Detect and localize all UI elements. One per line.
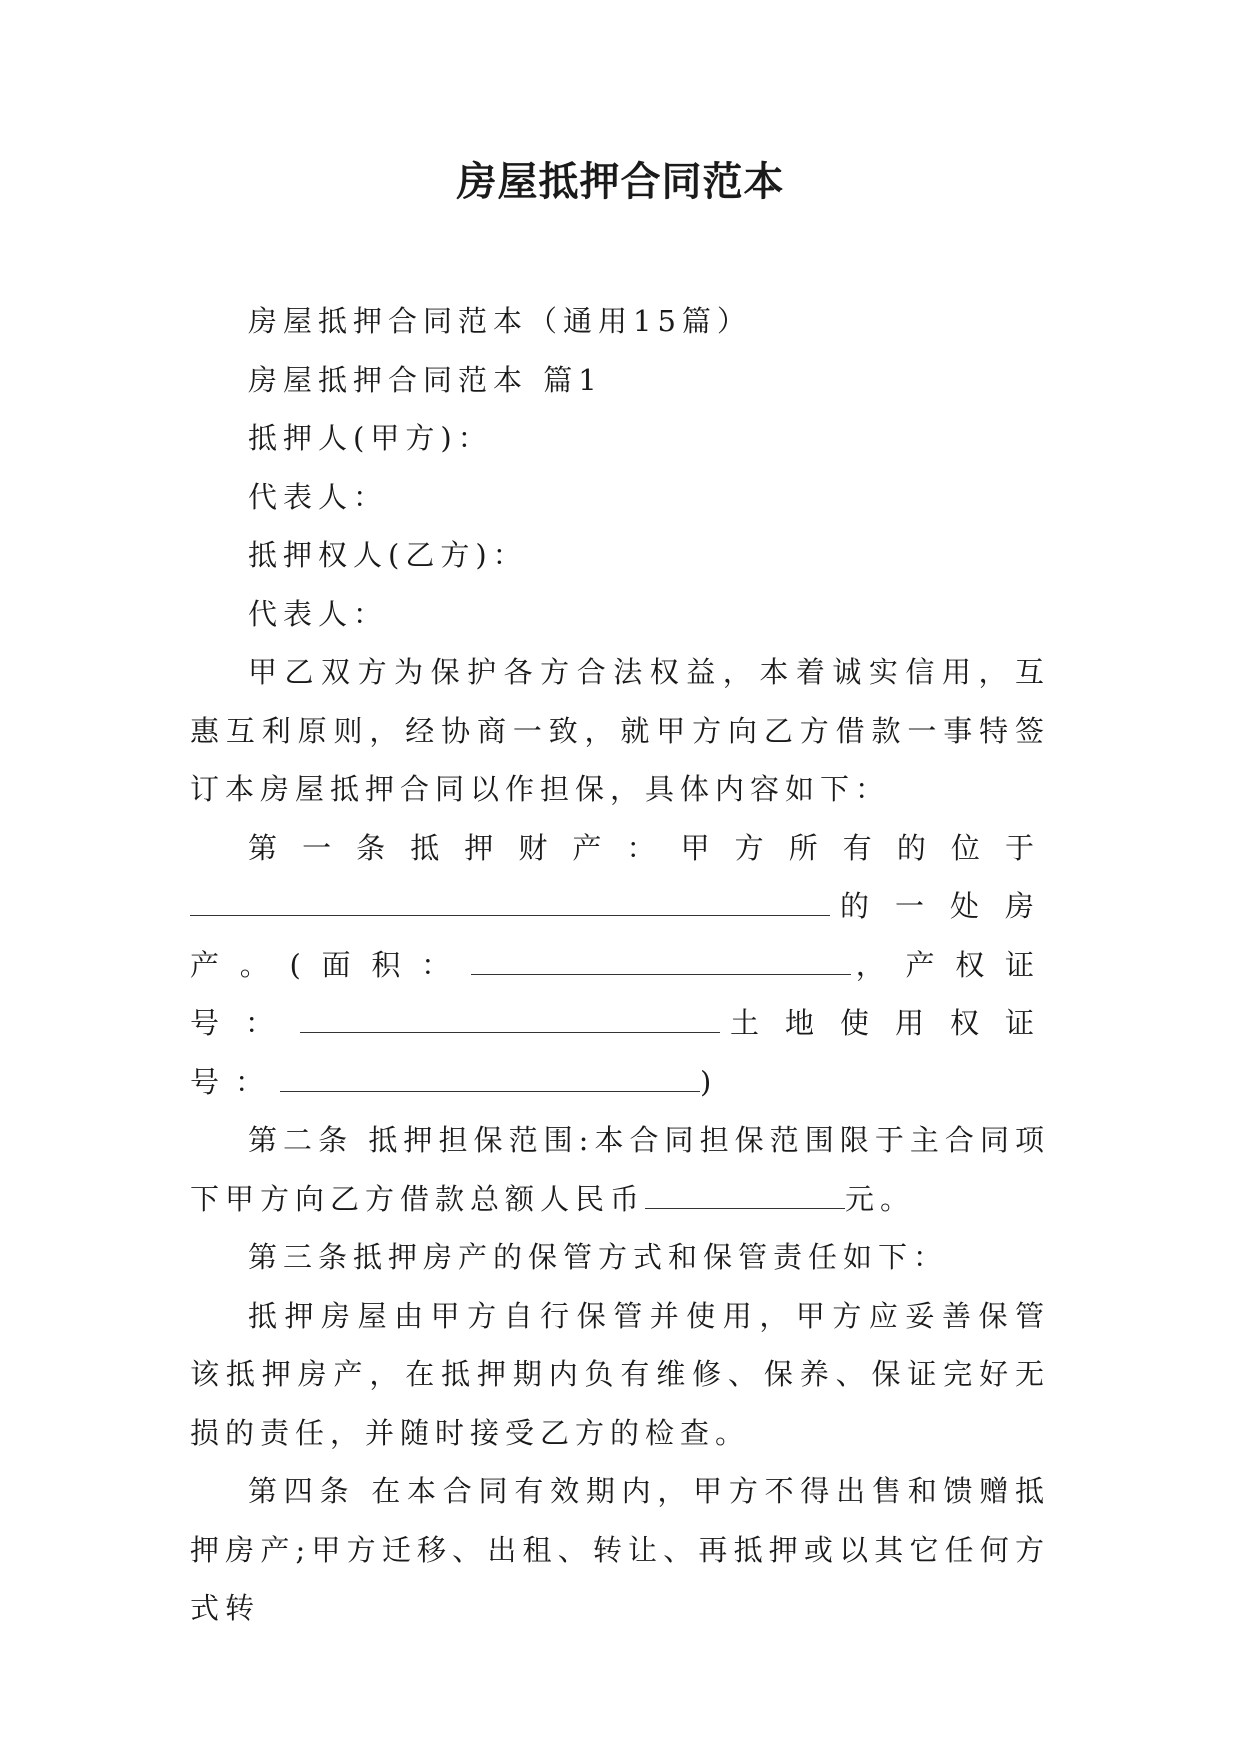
document-title: 房屋抵押合同范本 [456, 159, 785, 205]
property-cert-blank [300, 1002, 720, 1033]
article-1-part1: 第一条抵押财产：甲方所有的位于 [248, 830, 1050, 865]
land-cert-blank [280, 1060, 700, 1091]
document-body [190, 292, 1050, 1638]
article-2 [190, 1111, 1050, 1228]
intro-paragraph: 甲乙双方为保护各方合法权益，本着诚实信用，互惠互利原则，经协商一致，就甲方向乙方借款一事特签订本房屋抵押合同以作担保，具体内容如下： [190, 655, 1050, 806]
subtitle: 房屋抵押合同范本（通用15篇） [248, 304, 752, 338]
mortgagee-rep-line: 代表人： [248, 596, 389, 631]
article-1-part3: ，产权证号： [190, 947, 1050, 1040]
article-3-body: 抵押房屋由甲方自行保管并使用，甲方应妥善保管该抵押房产，在抵押期内负有维修、保养、保证完好无损的责任，并随时接受乙方的检查。 [190, 1298, 1050, 1450]
mortgagee-line: 抵押权人(乙方)： [248, 538, 528, 572]
article-3: 第三条抵押房产的保管方式和保管责任如下： [248, 1240, 949, 1274]
section-heading: 房屋抵押合同范本 篇1 [248, 362, 603, 397]
area-blank [471, 943, 851, 974]
article-1 [190, 819, 1050, 1112]
article-1-part4: 土地使用权证号： [190, 1006, 1050, 1099]
article-1-part2: 的一处房产。(面积： [190, 889, 1050, 982]
mortgagor-line: 抵押人(甲方)： [248, 421, 493, 455]
mortgagor-rep-line: 代表人： [248, 479, 389, 514]
article-2-part1: 第二条 抵押担保范围:本合同担保范围限于主合同项下甲方向乙方借款总额人民币 [190, 1123, 1050, 1216]
article-1-part5: ) [700, 1064, 728, 1099]
location-blank [190, 885, 830, 916]
amount-blank [645, 1177, 845, 1208]
article-2-part2: 元。 [845, 1181, 916, 1216]
article-4: 第四条 在本合同有效期内，甲方不得出售和馈赠抵押房产;甲方迁移、出租、转让、再抵押或以其它任何方式转 [190, 1474, 1050, 1625]
